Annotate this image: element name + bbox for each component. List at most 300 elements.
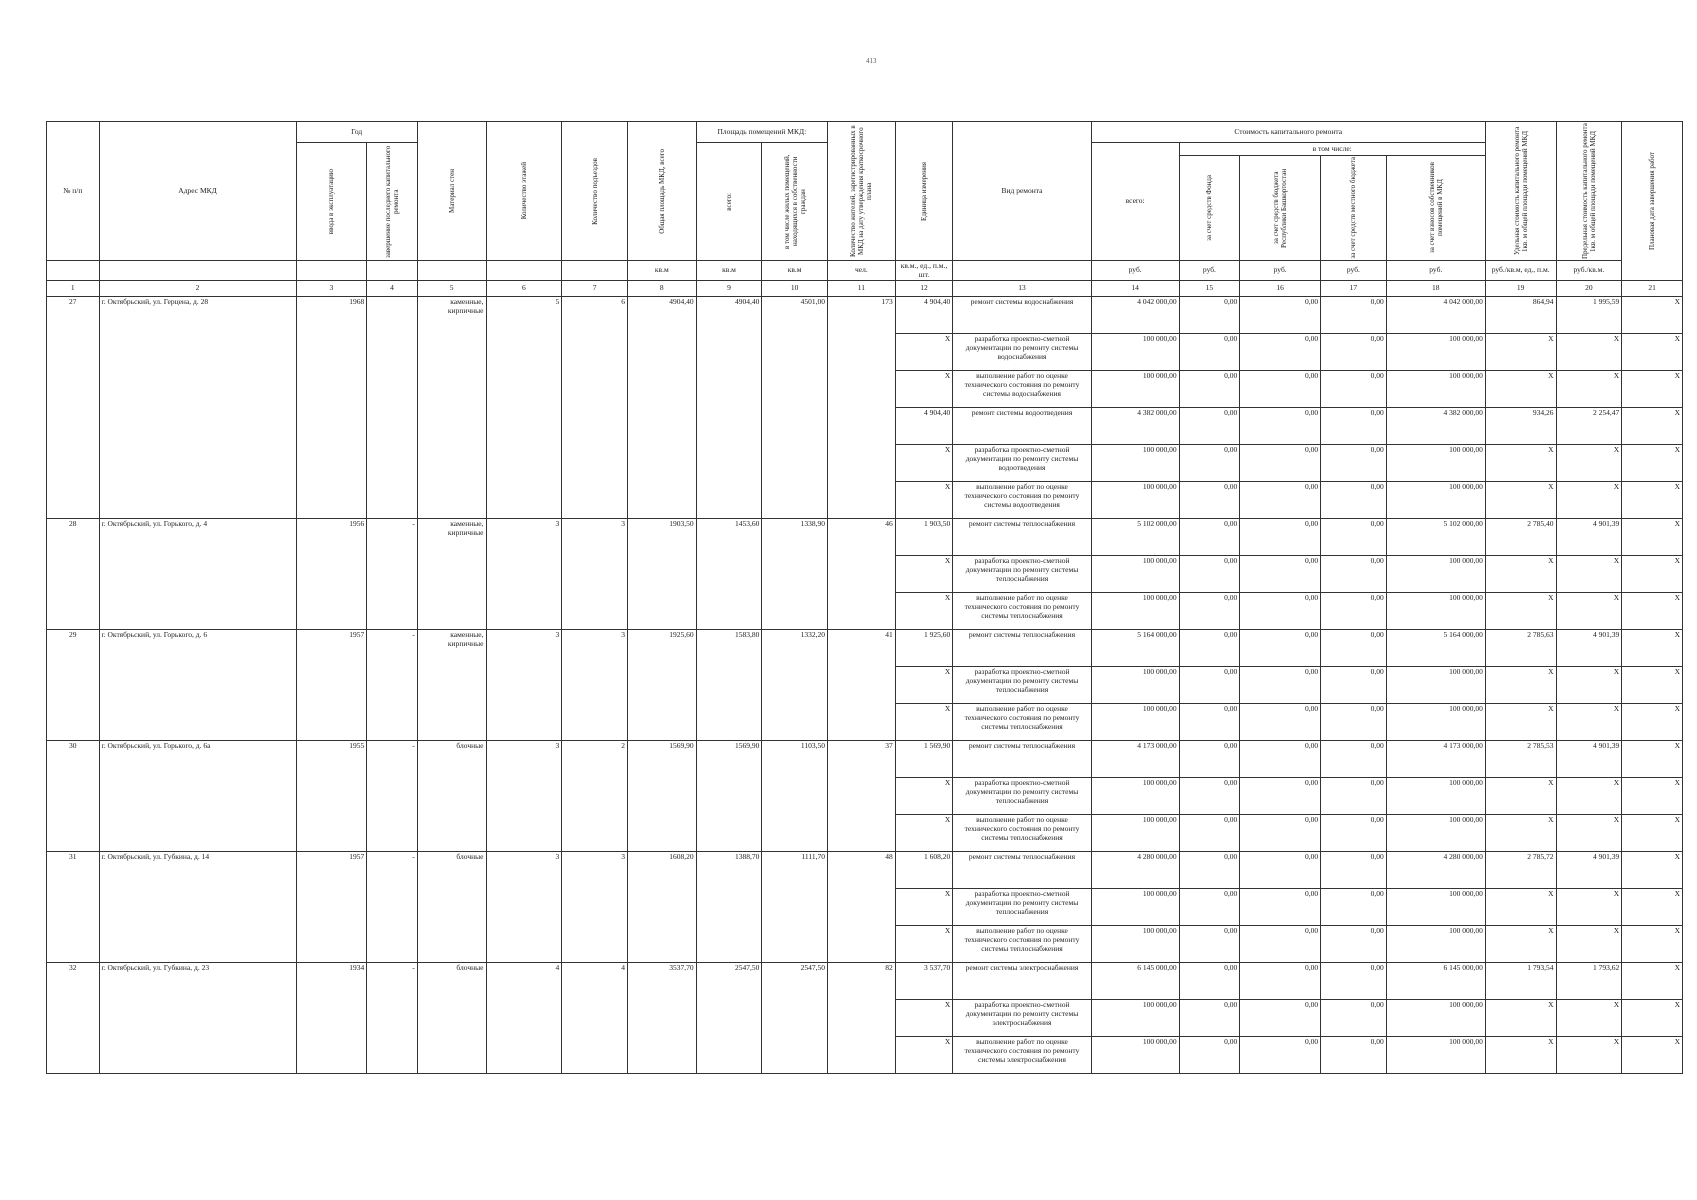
header-fund-text: за счет средств Фонда <box>1205 175 1214 241</box>
cost-total: 100 000,00 <box>1091 815 1179 852</box>
unit-cell <box>296 261 367 281</box>
entrances-count: 3 <box>562 519 628 630</box>
repair-type: выполнение работ по оценке технического состояния по ремонту системы водоотведения <box>953 482 1091 519</box>
limit-cost: X <box>1556 889 1622 926</box>
cost-rb-budget: 0,00 <box>1240 630 1321 667</box>
specific-cost: X <box>1485 593 1556 630</box>
unit-cell: кв.м., ед., п.м., шт. <box>895 261 953 281</box>
plan-date: X <box>1622 630 1683 667</box>
header-unit-text: Единица измерения <box>919 161 928 221</box>
cost-fund: 0,00 <box>1179 889 1240 926</box>
specific-cost: 2 785,72 <box>1485 852 1556 889</box>
cost-local-budget: 0,00 <box>1321 297 1387 334</box>
column-number: 10 <box>762 281 828 297</box>
unit-cell: руб. <box>1321 261 1387 281</box>
cost-fund: 0,00 <box>1179 593 1240 630</box>
column-number: 7 <box>562 281 628 297</box>
cost-rb-budget: 0,00 <box>1240 852 1321 889</box>
work-unit: X <box>895 482 953 519</box>
cost-total: 100 000,00 <box>1091 482 1179 519</box>
work-unit: X <box>895 704 953 741</box>
repair-type: ремонт системы теплоснабжения <box>953 741 1091 778</box>
cost-local-budget: 0,00 <box>1321 334 1387 371</box>
year-last-repair: - <box>367 963 418 1074</box>
header-address: Адрес МКД <box>99 122 296 261</box>
plan-date: X <box>1622 556 1683 593</box>
cost-owners: 4 173 000,00 <box>1386 741 1485 778</box>
unit-cell: чел. <box>828 261 896 281</box>
header-floors-text: Количество этажей <box>519 162 528 220</box>
wall-material: блочные <box>417 852 486 963</box>
cost-owners: 5 102 000,00 <box>1386 519 1485 556</box>
cost-fund: 0,00 <box>1179 519 1240 556</box>
cost-owners: 100 000,00 <box>1386 704 1485 741</box>
plan-date: X <box>1622 482 1683 519</box>
cost-rb-budget: 0,00 <box>1240 1037 1321 1074</box>
repair-type: ремонт системы теплоснабжения <box>953 630 1091 667</box>
cost-fund: 0,00 <box>1179 1037 1240 1074</box>
header-area-living-text: в том числе жилых помещений, находящихся в собственности граждан <box>782 154 807 249</box>
header-including: в том числе: <box>1179 143 1485 156</box>
floors-count: 5 <box>486 297 562 519</box>
column-number: 8 <box>627 281 696 297</box>
year-built: 1956 <box>296 519 367 630</box>
unit-cell: руб./кв.м. <box>1556 261 1622 281</box>
header-year-repair-text: завершение последнего капитального ремонта <box>383 145 401 258</box>
wall-material: каменные, кирпичные <box>417 630 486 741</box>
repair-type: ремонт системы водоотведения <box>953 408 1091 445</box>
area-total: 1903,50 <box>627 519 696 630</box>
cost-rb-budget: 0,00 <box>1240 445 1321 482</box>
cost-owners: 100 000,00 <box>1386 926 1485 963</box>
plan-date: X <box>1622 408 1683 445</box>
cost-fund: 0,00 <box>1179 1000 1240 1037</box>
area-total: 1925,60 <box>627 630 696 741</box>
cost-fund: 0,00 <box>1179 667 1240 704</box>
cost-owners: 100 000,00 <box>1386 778 1485 815</box>
header-cost-group: Стоимость капитального ремонта <box>1091 122 1485 143</box>
area-living: 4501,00 <box>762 297 828 519</box>
house-address: г. Октябрьский, ул. Горького, д. 6 <box>99 630 296 741</box>
floors-count: 3 <box>486 519 562 630</box>
cost-total: 100 000,00 <box>1091 667 1179 704</box>
cost-local-budget: 0,00 <box>1321 704 1387 741</box>
year-built: 1957 <box>296 852 367 963</box>
work-unit: X <box>895 926 953 963</box>
work-unit: 4 904,40 <box>895 408 953 445</box>
plan-date: X <box>1622 334 1683 371</box>
column-number: 9 <box>696 281 762 297</box>
cost-local-budget: 0,00 <box>1321 482 1387 519</box>
cost-owners: 100 000,00 <box>1386 334 1485 371</box>
cost-local-budget: 0,00 <box>1321 926 1387 963</box>
row-number: 29 <box>47 630 100 741</box>
header-unit <box>895 122 953 261</box>
limit-cost: 1 995,59 <box>1556 297 1622 334</box>
limit-cost: X <box>1556 482 1622 519</box>
capital-repair-table <box>46 121 1683 1074</box>
column-number: 21 <box>1622 281 1683 297</box>
cost-fund: 0,00 <box>1179 815 1240 852</box>
cost-owners: 100 000,00 <box>1386 1000 1485 1037</box>
column-number: 16 <box>1240 281 1321 297</box>
cost-rb-budget: 0,00 <box>1240 371 1321 408</box>
floors-count: 3 <box>486 852 562 963</box>
cost-local-budget: 0,00 <box>1321 667 1387 704</box>
year-built: 1955 <box>296 741 367 852</box>
repair-type: разработка проектно-сметной документации по ремонту системы теплоснабжения <box>953 556 1091 593</box>
header-plan-date <box>1622 122 1683 281</box>
header-limit-cost <box>1556 122 1622 261</box>
cost-fund: 0,00 <box>1179 963 1240 1000</box>
table-row <box>47 630 1683 667</box>
plan-date: X <box>1622 297 1683 334</box>
cost-total: 100 000,00 <box>1091 371 1179 408</box>
header-cost-total: всего: <box>1091 143 1179 261</box>
repair-type: выполнение работ по оценке технического состояния по ремонту системы теплоснабжения <box>953 926 1091 963</box>
cost-local-budget: 0,00 <box>1321 556 1387 593</box>
table-row <box>47 963 1683 1000</box>
specific-cost: 2 785,53 <box>1485 741 1556 778</box>
house-address: г. Октябрьский, ул. Горького, д. 4 <box>99 519 296 630</box>
cost-owners: 100 000,00 <box>1386 593 1485 630</box>
column-number: 15 <box>1179 281 1240 297</box>
work-unit: X <box>895 667 953 704</box>
work-unit: X <box>895 1000 953 1037</box>
cost-local-budget: 0,00 <box>1321 1037 1387 1074</box>
unit-cell <box>417 261 486 281</box>
plan-date: X <box>1622 704 1683 741</box>
limit-cost: X <box>1556 1000 1622 1037</box>
house-address: г. Октябрьский, ул. Герцена, д. 28 <box>99 297 296 519</box>
plan-date: X <box>1622 667 1683 704</box>
cost-total: 100 000,00 <box>1091 334 1179 371</box>
unit-cell: руб./кв.м, ед., п.м. <box>1485 261 1556 281</box>
cost-total: 4 382 000,00 <box>1091 408 1179 445</box>
entrances-count: 6 <box>562 297 628 519</box>
cost-local-budget: 0,00 <box>1321 778 1387 815</box>
cost-total: 100 000,00 <box>1091 926 1179 963</box>
header-repair-type: Вид ремонта <box>953 122 1091 261</box>
unit-cell: руб. <box>1386 261 1485 281</box>
cost-owners: 100 000,00 <box>1386 1037 1485 1074</box>
header-total-area <box>627 122 696 261</box>
row-number: 28 <box>47 519 100 630</box>
house-address: г. Октябрьский, ул. Губкина, д. 23 <box>99 963 296 1074</box>
plan-date: X <box>1622 963 1683 1000</box>
page-number: 413 <box>866 57 877 65</box>
cost-local-budget: 0,00 <box>1321 852 1387 889</box>
area-total: 4904,40 <box>627 297 696 519</box>
header-residents-text: Количество жителей, зарегистрированных в МКД на дату утверждения краткосрочного плана <box>849 125 874 257</box>
area-rooms: 4904,40 <box>696 297 762 519</box>
cost-total: 100 000,00 <box>1091 1037 1179 1074</box>
cost-local-budget: 0,00 <box>1321 371 1387 408</box>
row-number: 31 <box>47 852 100 963</box>
cost-rb-budget: 0,00 <box>1240 704 1321 741</box>
specific-cost: 2 785,40 <box>1485 519 1556 556</box>
area-living: 1332,20 <box>762 630 828 741</box>
cost-total: 100 000,00 <box>1091 778 1179 815</box>
table-row <box>47 519 1683 556</box>
plan-date: X <box>1622 926 1683 963</box>
header-area-living <box>762 143 828 261</box>
plan-date: X <box>1622 778 1683 815</box>
header-local-budget-text: за счет средств местного бюджета <box>1349 157 1358 259</box>
limit-cost: X <box>1556 704 1622 741</box>
header-year-group: Год <box>296 122 417 143</box>
column-number: 11 <box>828 281 896 297</box>
floors-count: 4 <box>486 963 562 1074</box>
cost-local-budget: 0,00 <box>1321 889 1387 926</box>
row-number: 27 <box>47 297 100 519</box>
header-num: № п/п <box>47 122 100 261</box>
area-rooms: 1569,90 <box>696 741 762 852</box>
header-material <box>417 122 486 261</box>
area-rooms: 1583,80 <box>696 630 762 741</box>
work-unit: 4 904,40 <box>895 297 953 334</box>
cost-rb-budget: 0,00 <box>1240 815 1321 852</box>
column-number: 1 <box>47 281 100 297</box>
repair-type: выполнение работ по оценке технического состояния по ремонту системы теплоснабжения <box>953 704 1091 741</box>
work-unit: X <box>895 889 953 926</box>
year-last-repair: - <box>367 630 418 741</box>
cost-local-budget: 0,00 <box>1321 593 1387 630</box>
wall-material: каменные, кирпичные <box>417 297 486 519</box>
cost-rb-budget: 0,00 <box>1240 297 1321 334</box>
header-local-budget <box>1321 156 1387 261</box>
specific-cost: X <box>1485 704 1556 741</box>
year-built: 1957 <box>296 630 367 741</box>
unit-cell <box>562 261 628 281</box>
column-number: 4 <box>367 281 418 297</box>
plan-date: X <box>1622 371 1683 408</box>
year-last-repair <box>367 297 418 519</box>
limit-cost: 4 901,39 <box>1556 741 1622 778</box>
unit-cell: руб. <box>1240 261 1321 281</box>
house-address: г. Октябрьский, ул. Губкина, д. 14 <box>99 852 296 963</box>
cost-total: 100 000,00 <box>1091 445 1179 482</box>
header-plan-date-text: Плановая дата завершения работ <box>1648 152 1657 251</box>
repair-type: выполнение работ по оценке технического состояния по ремонту системы теплоснабжения <box>953 815 1091 852</box>
cost-rb-budget: 0,00 <box>1240 741 1321 778</box>
house-address: г. Октябрьский, ул. Горького, д. 6а <box>99 741 296 852</box>
plan-date: X <box>1622 445 1683 482</box>
residents-count: 46 <box>828 519 896 630</box>
repair-type: выполнение работ по оценке технического состояния по ремонту системы теплоснабжения <box>953 593 1091 630</box>
entrances-count: 4 <box>562 963 628 1074</box>
work-unit: 1 903,50 <box>895 519 953 556</box>
cost-fund: 0,00 <box>1179 408 1240 445</box>
row-number: 32 <box>47 963 100 1074</box>
column-number: 3 <box>296 281 367 297</box>
cost-owners: 6 145 000,00 <box>1386 963 1485 1000</box>
area-total: 1608,20 <box>627 852 696 963</box>
specific-cost: X <box>1485 667 1556 704</box>
work-unit: X <box>895 371 953 408</box>
cost-owners: 4 280 000,00 <box>1386 852 1485 889</box>
column-number: 19 <box>1485 281 1556 297</box>
header-total-area-text: Общая площадь МКД, всего <box>657 148 666 234</box>
cost-rb-budget: 0,00 <box>1240 519 1321 556</box>
limit-cost: X <box>1556 445 1622 482</box>
column-number: 20 <box>1556 281 1622 297</box>
area-living: 1103,50 <box>762 741 828 852</box>
wall-material: каменные, кирпичные <box>417 519 486 630</box>
repair-type: разработка проектно-сметной документации по ремонту системы теплоснабжения <box>953 889 1091 926</box>
residents-count: 37 <box>828 741 896 852</box>
cost-local-budget: 0,00 <box>1321 445 1387 482</box>
specific-cost: X <box>1485 815 1556 852</box>
column-number: 14 <box>1091 281 1179 297</box>
limit-cost: X <box>1556 667 1622 704</box>
cost-owners: 4 042 000,00 <box>1386 297 1485 334</box>
cost-rb-budget: 0,00 <box>1240 889 1321 926</box>
column-number: 5 <box>417 281 486 297</box>
cost-owners: 4 382 000,00 <box>1386 408 1485 445</box>
cost-owners: 100 000,00 <box>1386 482 1485 519</box>
limit-cost: 4 901,39 <box>1556 519 1622 556</box>
specific-cost: X <box>1485 889 1556 926</box>
specific-cost: X <box>1485 334 1556 371</box>
header-entrances <box>562 122 628 261</box>
repair-type: ремонт системы водоснабжения <box>953 297 1091 334</box>
area-rooms: 1453,60 <box>696 519 762 630</box>
entrances-count: 3 <box>562 852 628 963</box>
header-specific-cost <box>1485 122 1556 261</box>
plan-date: X <box>1622 852 1683 889</box>
table-row <box>47 852 1683 889</box>
residents-count: 173 <box>828 297 896 519</box>
cost-rb-budget: 0,00 <box>1240 482 1321 519</box>
year-last-repair: - <box>367 741 418 852</box>
cost-rb-budget: 0,00 <box>1240 926 1321 963</box>
plan-date: X <box>1622 741 1683 778</box>
limit-cost: 2 254,47 <box>1556 408 1622 445</box>
specific-cost: X <box>1485 482 1556 519</box>
cost-total: 4 042 000,00 <box>1091 297 1179 334</box>
cost-total: 100 000,00 <box>1091 556 1179 593</box>
header-fund <box>1179 156 1240 261</box>
work-unit: X <box>895 815 953 852</box>
work-unit: X <box>895 778 953 815</box>
header-area-rooms-text: всего: <box>724 192 733 211</box>
area-total: 1569,90 <box>627 741 696 852</box>
residents-count: 48 <box>828 852 896 963</box>
cost-owners: 100 000,00 <box>1386 815 1485 852</box>
cost-owners: 5 164 000,00 <box>1386 630 1485 667</box>
header-area-group: Площадь помещений МКД: <box>696 122 827 143</box>
area-rooms: 2547,50 <box>696 963 762 1074</box>
header-rb-budget-text: за счет средств бюджета Республики Башкортостан <box>1272 168 1289 248</box>
header-residents <box>828 122 896 261</box>
area-living: 2547,50 <box>762 963 828 1074</box>
header-material-text: Материал стен <box>447 169 456 213</box>
year-built: 1934 <box>296 963 367 1074</box>
cost-fund: 0,00 <box>1179 741 1240 778</box>
limit-cost: 1 793,62 <box>1556 963 1622 1000</box>
limit-cost: X <box>1556 926 1622 963</box>
unit-cell <box>953 261 1091 281</box>
repair-type: выполнение работ по оценке технического состояния по ремонту системы водоснабжения <box>953 371 1091 408</box>
work-unit: 3 537,70 <box>895 963 953 1000</box>
year-last-repair: - <box>367 852 418 963</box>
work-unit: X <box>895 1037 953 1074</box>
floors-count: 3 <box>486 630 562 741</box>
header-year-built-text: ввода в эксплуатацию <box>327 168 336 235</box>
cost-local-budget: 0,00 <box>1321 741 1387 778</box>
specific-cost: X <box>1485 445 1556 482</box>
cost-rb-budget: 0,00 <box>1240 593 1321 630</box>
entrances-count: 3 <box>562 630 628 741</box>
specific-cost: X <box>1485 556 1556 593</box>
cost-owners: 100 000,00 <box>1386 889 1485 926</box>
cost-fund: 0,00 <box>1179 482 1240 519</box>
cost-fund: 0,00 <box>1179 371 1240 408</box>
units-row <box>47 261 1683 281</box>
column-number: 17 <box>1321 281 1387 297</box>
area-rooms: 1388,70 <box>696 852 762 963</box>
limit-cost: 4 901,39 <box>1556 852 1622 889</box>
repair-type: разработка проектно-сметной документации по ремонту системы электроснабжения <box>953 1000 1091 1037</box>
cost-fund: 0,00 <box>1179 334 1240 371</box>
cost-rb-budget: 0,00 <box>1240 334 1321 371</box>
cost-total: 4 280 000,00 <box>1091 852 1179 889</box>
header-area-rooms <box>696 143 762 261</box>
unit-cell <box>486 261 562 281</box>
header-floors <box>486 122 562 261</box>
year-built: 1968 <box>296 297 367 519</box>
unit-cell <box>99 261 296 281</box>
limit-cost: X <box>1556 593 1622 630</box>
specific-cost: X <box>1485 1037 1556 1074</box>
repair-type: разработка проектно-сметной документации по ремонту системы теплоснабжения <box>953 667 1091 704</box>
work-unit: X <box>895 334 953 371</box>
cost-rb-budget: 0,00 <box>1240 556 1321 593</box>
cost-total: 100 000,00 <box>1091 889 1179 926</box>
unit-cell: кв.м <box>696 261 762 281</box>
unit-cell: руб. <box>1179 261 1240 281</box>
specific-cost: X <box>1485 778 1556 815</box>
cost-fund: 0,00 <box>1179 445 1240 482</box>
floors-count: 3 <box>486 741 562 852</box>
repair-type: выполнение работ по оценке технического состояния по ремонту системы электроснабжения <box>953 1037 1091 1074</box>
specific-cost: X <box>1485 1000 1556 1037</box>
header-specific-cost-text: Удельная стоимость капитального ремонта 1кв. м общей площади помещений МКД <box>1512 126 1529 256</box>
work-unit: 1 608,20 <box>895 852 953 889</box>
column-number: 12 <box>895 281 953 297</box>
specific-cost: X <box>1485 926 1556 963</box>
wall-material: блочные <box>417 963 486 1074</box>
area-total: 3537,70 <box>627 963 696 1074</box>
header-year-built <box>296 143 367 261</box>
limit-cost: X <box>1556 556 1622 593</box>
column-number: 18 <box>1386 281 1485 297</box>
cost-owners: 100 000,00 <box>1386 667 1485 704</box>
plan-date: X <box>1622 1000 1683 1037</box>
cost-local-budget: 0,00 <box>1321 408 1387 445</box>
residents-count: 82 <box>828 963 896 1074</box>
cost-local-budget: 0,00 <box>1321 815 1387 852</box>
unit-cell: руб. <box>1091 261 1179 281</box>
cost-rb-budget: 0,00 <box>1240 667 1321 704</box>
year-last-repair: - <box>367 519 418 630</box>
plan-date: X <box>1622 889 1683 926</box>
limit-cost: X <box>1556 815 1622 852</box>
limit-cost: X <box>1556 371 1622 408</box>
limit-cost: X <box>1556 334 1622 371</box>
entrances-count: 2 <box>562 741 628 852</box>
